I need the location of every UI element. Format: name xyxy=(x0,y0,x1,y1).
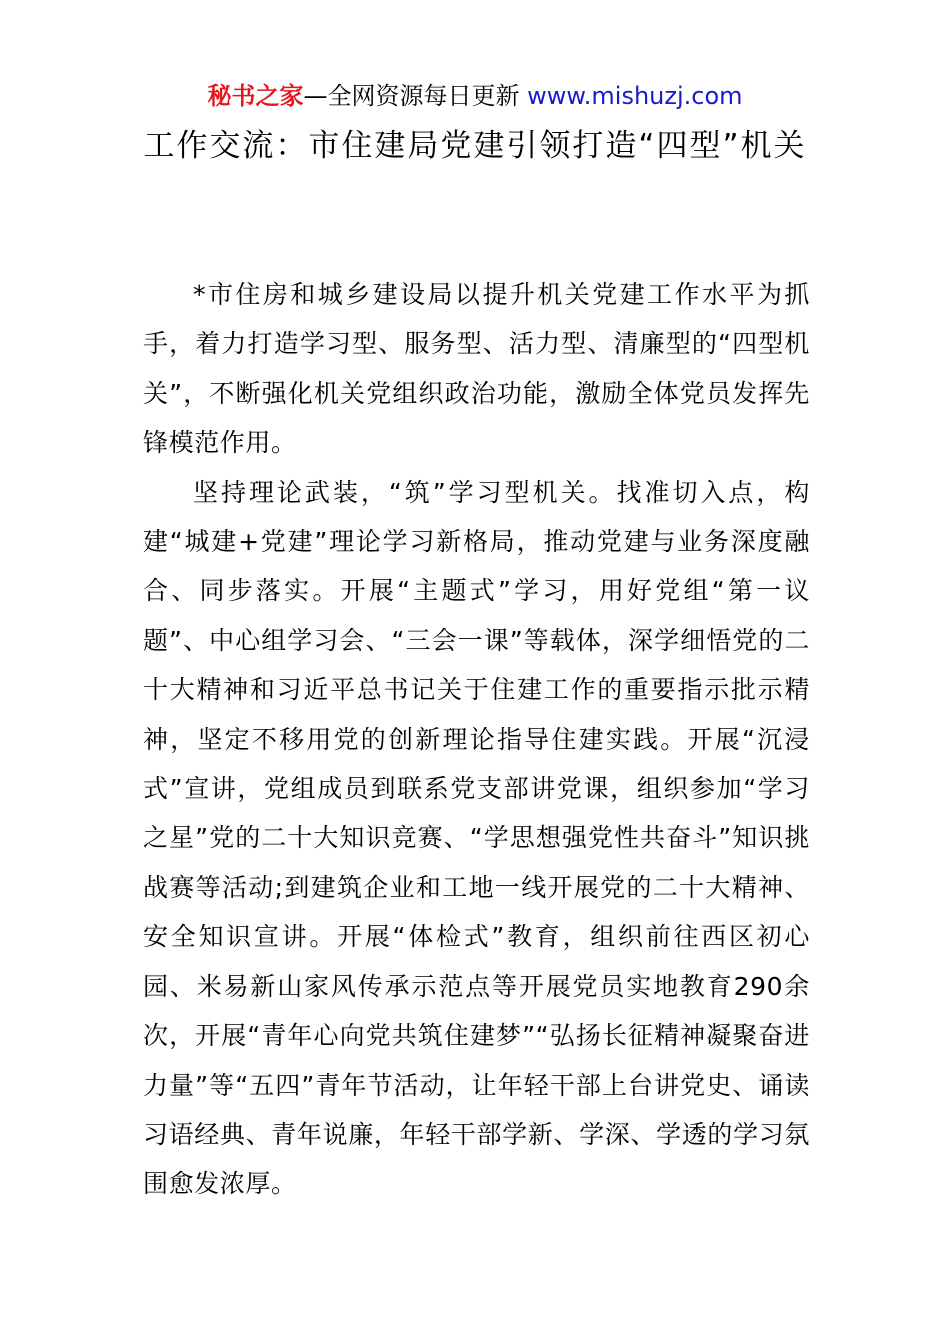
paragraph-learning-organ: 坚持理论武装，“筑”学习型机关。找准切入点，构建“城建+党建”理论学习新格局，推动党建与业务深度融合、同步落实。开展“主题式”学习，用好党组“第一议题”、中心组学习会、“三会一课”等载体，深学细悟党的二十大精神和习近平总书记关于住建工作的重要指示批示精神，坚定不移用党的创新理论指导住建实践。开展“沉浸式”宣讲，党组成员到联系党支部讲党课，组织参加“学习之星”党的二十大知识竞赛、“学思想强党性共奋斗”知识挑战赛等活动;到建筑企业和工地一线开展党的二十大精神、安全知识宣讲。开展“体检式”教育，组织前往西区初心园、米易新山家风传承示范点等开展党员实地教育290余次，开展“青年心向党共筑住建梦”“弘扬长征精神凝聚奋进力量”等“五四”青年节活动，让年轻干部上台讲党史、诵读习语经典、青年说廉，年轻干部学新、学深、学透的学习氛围愈发浓厚。 xyxy=(143,477,810,1199)
site-header xyxy=(0,80,950,112)
document-body xyxy=(143,270,810,1209)
site-tagline: —全网资源每日更新 xyxy=(303,82,528,110)
paragraph-intro: *市住房和城乡建设局以提升机关党建工作水平为抓手，着力打造学习型、服务型、活力型、清廉型的“四型机关”，不断强化机关党组织政治功能，激励全体党员发挥先锋模范作用。 xyxy=(143,280,810,458)
document-title: 工作交流：市住建局党建引领打造“四型”机关 xyxy=(143,128,807,164)
site-url-link[interactable]: www.mishuzj.com xyxy=(527,82,743,110)
site-brand: 秘书之家 xyxy=(207,82,304,110)
